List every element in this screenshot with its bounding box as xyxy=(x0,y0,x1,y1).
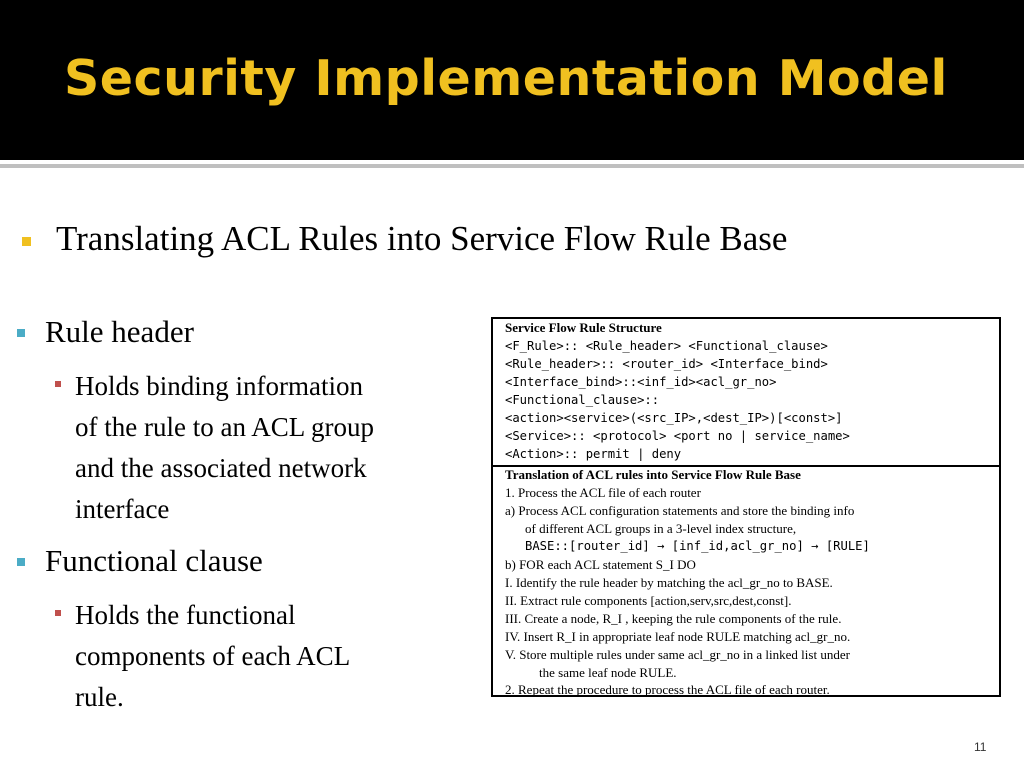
title-divider xyxy=(0,164,1024,168)
translation-line: 2. Repeat the procedure to process the ACL file of each router. xyxy=(505,682,830,697)
bullet-icon xyxy=(17,329,25,337)
translation-line: V. Store multiple rules under same acl_gr_no in a linked list under xyxy=(505,647,850,662)
structure-line: <Functional_clause>:: xyxy=(505,393,660,407)
translation-line: I. Identify the rule header by matching the acl_gr_no to BASE. xyxy=(505,575,833,590)
title-bar xyxy=(0,0,1024,160)
rule-header-detail-line: of the rule to an ACL group xyxy=(75,412,374,442)
functional-clause-label: Functional clause xyxy=(45,543,263,578)
translation-title: Translation of ACL rules into Service Flow Rule Base xyxy=(505,467,801,482)
rule-structure-figure xyxy=(491,317,1001,697)
structure-line: <F_Rule>:: <Rule_header> <Functional_clause> xyxy=(505,339,828,353)
page-number: 11 xyxy=(974,740,987,754)
translation-line: III. Create a node, R_I , keeping the rule components of the rule. xyxy=(505,611,842,626)
structure-line: <action><service>(<src_IP>,<dest_IP>)[<const>] xyxy=(505,411,843,425)
translation-line: IV. Insert R_I in appropriate leaf node RULE matching acl_gr_no. xyxy=(505,629,851,644)
translation-line: the same leaf node RULE. xyxy=(539,665,677,680)
functional-clause-detail-line: Holds the functional xyxy=(75,600,296,630)
rule-header-detail-line: and the associated network xyxy=(75,453,367,483)
bullet-icon xyxy=(55,610,61,616)
translation-line: b) FOR each ACL statement S_I DO xyxy=(505,557,696,572)
structure-line: <Rule_header>:: <router_id> <Interface_bind> xyxy=(505,357,828,371)
translation-line: of different ACL groups in a 3-level index structure, xyxy=(525,521,797,536)
functional-clause-detail-line: rule. xyxy=(75,682,124,712)
rule-header-label: Rule header xyxy=(45,314,194,349)
translation-line: 1. Process the ACL file of each router xyxy=(505,485,701,500)
translation-line: BASE::[router_id] → [inf_id,acl_gr_no] → [RULE] xyxy=(525,539,870,553)
main-bullet-text: Translating ACL Rules into Service Flow Rule Base xyxy=(56,219,788,258)
translation-line: a) Process ACL configuration statements and store the binding info xyxy=(505,503,855,518)
bullet-icon xyxy=(22,237,31,246)
structure-title: Service Flow Rule Structure xyxy=(505,320,662,335)
bullet-icon xyxy=(17,558,25,566)
bullet-icon xyxy=(55,381,61,387)
structure-line: <Service>:: <protocol> <port no | service_name> xyxy=(505,429,850,443)
slide-title: Security Implementation Model xyxy=(64,50,948,107)
translation-line: II. Extract rule components [action,serv,src,dest,const]. xyxy=(505,593,792,608)
structure-line: <Interface_bind>::<inf_id><acl_gr_no> xyxy=(505,375,777,389)
functional-clause-detail-line: components of each ACL xyxy=(75,641,351,671)
structure-line: <Action>:: permit | deny xyxy=(505,447,682,461)
rule-header-detail-line: Holds binding information xyxy=(75,371,363,401)
rule-header-detail-line: interface xyxy=(75,494,170,524)
